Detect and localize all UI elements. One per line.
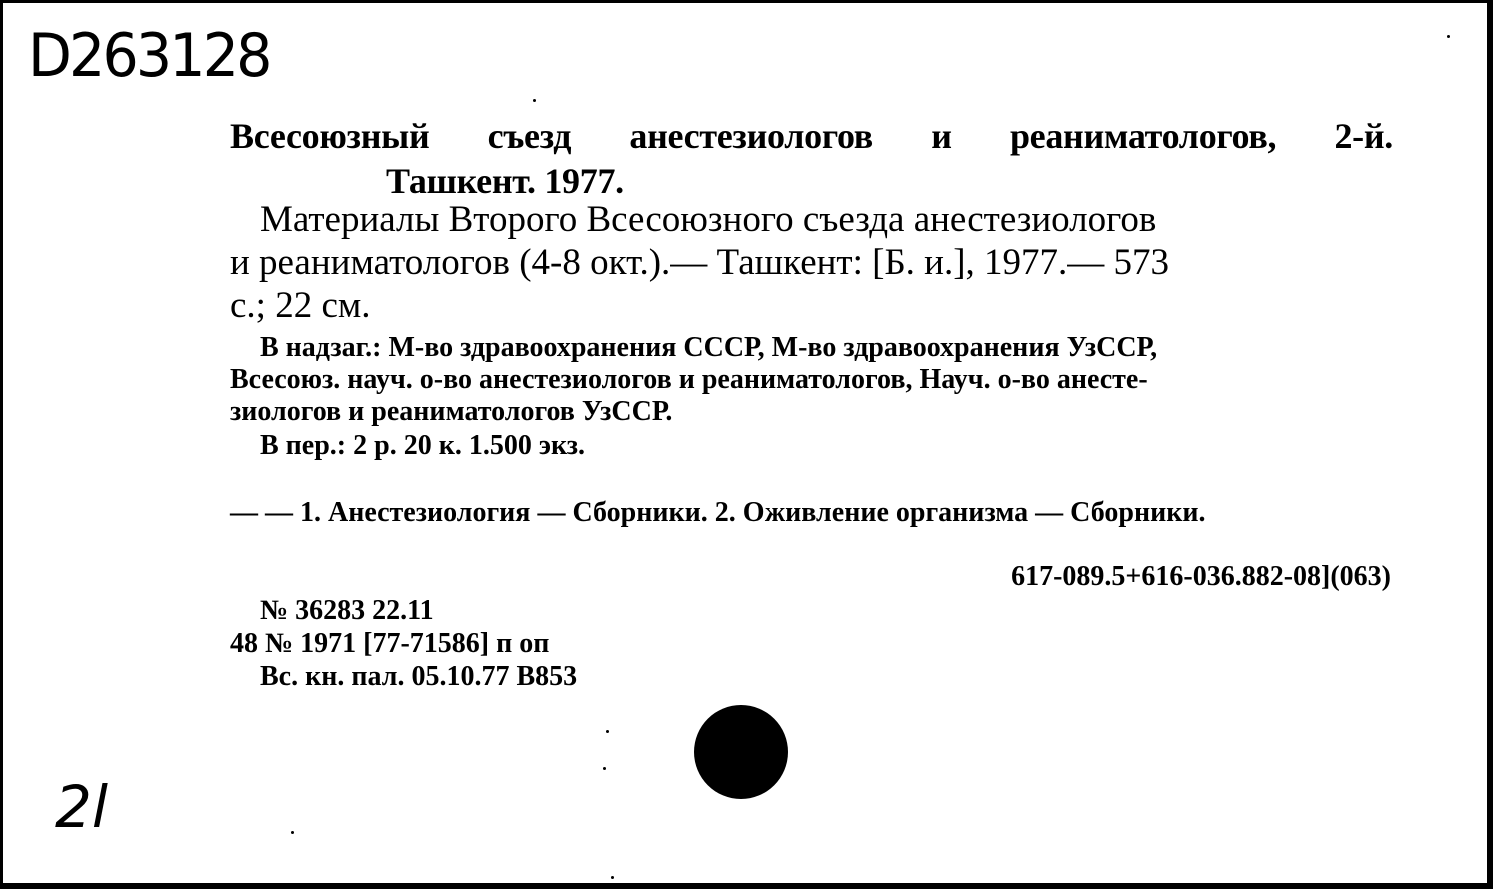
note-line-1: В надзаг.: М-во здравоохранения СССР, М-во здравоохранения УзССР,	[260, 332, 1158, 363]
punch-hole	[694, 705, 788, 799]
accession-number: D263128	[28, 21, 270, 91]
tech-line-3: Вс. кн. пал. 05.10.77 В853	[260, 661, 578, 692]
speck	[291, 831, 294, 834]
heading-line-2: Ташкент. 1977.	[386, 161, 624, 201]
heading-line-1: Всесоюзный съезд анестезиологов и реаниматологов, 2-й.	[230, 116, 1393, 156]
price-line: В пер.: 2 р. 20 к. 1.500 экз.	[260, 430, 585, 461]
subjects-line: — — 1. Анестезиология — Сборники. 2. Оживление организма — Сборники.	[230, 497, 1206, 528]
tech-line-2: 48 № 1971 [77-71586] п оп	[230, 628, 550, 659]
speck	[1447, 35, 1450, 38]
note-line-3: зиологов и реаниматологов УзССР.	[230, 396, 673, 427]
udc-classification: 617-089.5+616-036.882-08](063)	[1011, 561, 1391, 592]
title-line-1: Материалы Второго Всесоюзного съезда анестезиологов	[260, 199, 1157, 240]
catalog-card	[3, 3, 1487, 883]
title-line-3: с.; 22 см.	[230, 285, 371, 326]
handwritten-mark: 2l	[55, 773, 109, 841]
note-line-2: Всесоюз. науч. о-во анестезиологов и реаниматологов, Науч. о-во анесте-	[230, 364, 1148, 395]
title-line-2: и реаниматологов (4-8 окт.).— Ташкент: [Б. и.], 1977.— 573	[230, 242, 1170, 283]
speck	[603, 767, 606, 770]
speck	[611, 876, 614, 879]
tech-line-1: № 36283 22.11	[260, 595, 434, 626]
speck	[533, 99, 536, 102]
speck	[606, 730, 609, 733]
